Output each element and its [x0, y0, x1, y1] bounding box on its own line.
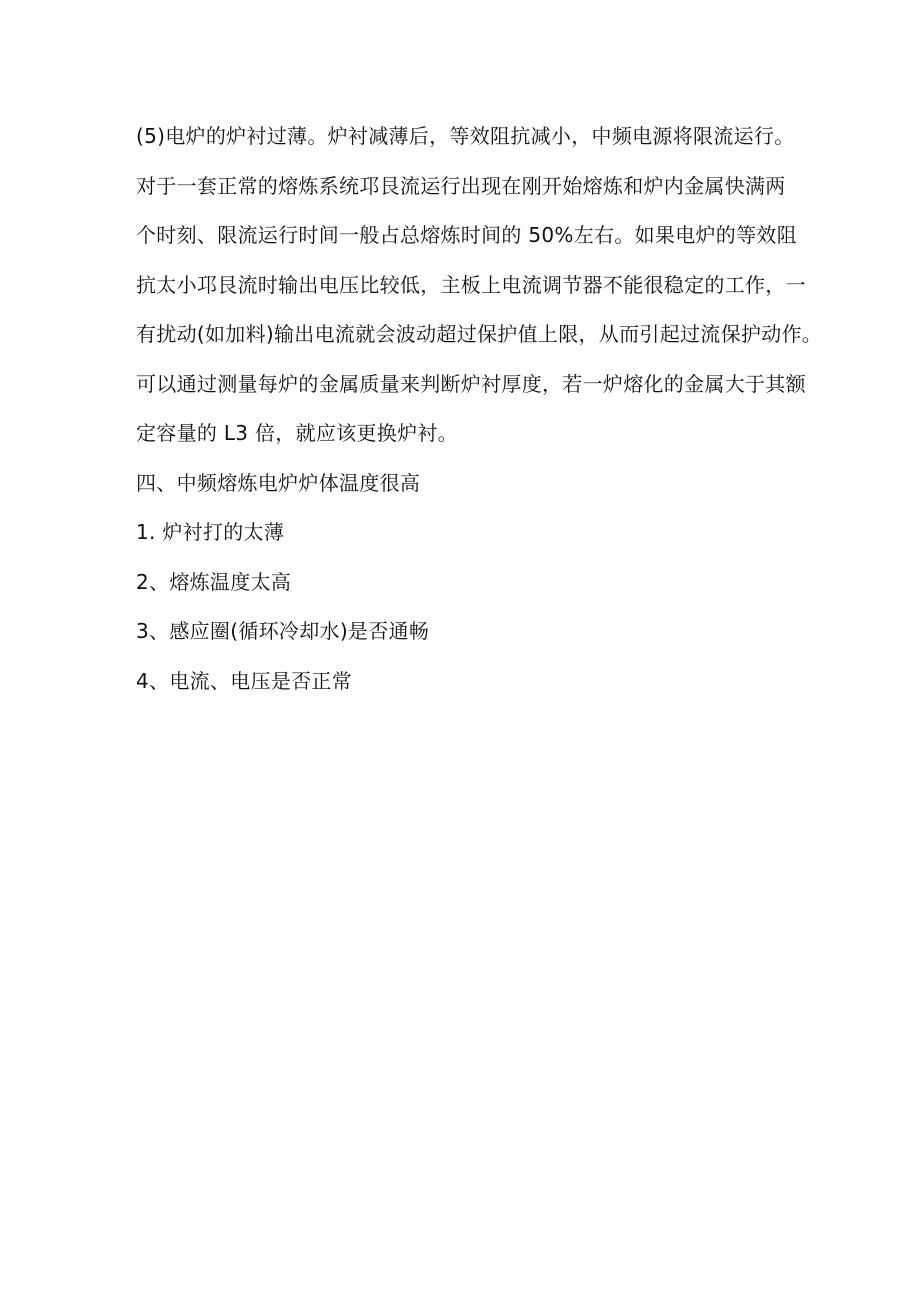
section-heading: 四、中频熔炼电炉炉体温度很高	[136, 470, 421, 495]
paragraph-line-3: 个时刻、限流运行时间一般占总熔炼时间的 50%左右。如果电炉的等效阻	[136, 223, 798, 247]
document-body	[136, 112, 823, 706]
paragraph-line-1: (5)电炉的炉衬过薄。炉衬减薄后，等效阻抗减小，中频电源将限流运行。	[136, 124, 795, 148]
list-item-4: 4、电流、电压是否正常	[136, 668, 353, 693]
paragraph-line-7: 定容量的 L3 倍，就应该更换炉衬。	[136, 421, 458, 445]
paragraph-line-4: 抗太小邛艮流时输出电压比较低，主板上电流调节器不能很稳定的工作，一	[136, 272, 806, 297]
paragraph-line-6: 可以通过测量每炉的金属质量来判断炉衬厚度，若一炉熔化的金属大于其额	[136, 371, 806, 396]
paragraph-line-5: 有扰动(如加料)输出电流就会波动超过保护值上限，从而引起过流保护动作。	[136, 322, 823, 346]
list-item-2: 2、熔炼温度太高	[136, 569, 292, 594]
list-item-3: 3、感应圈(循环冷却水)是否通畅	[136, 619, 430, 643]
paragraph-line-2: 对于一套正常的熔炼系统邛艮流运行出现在刚开始熔炼和炉内金属快满两	[136, 173, 786, 198]
list-item-1: 1. 炉衬打的太薄	[136, 520, 285, 544]
